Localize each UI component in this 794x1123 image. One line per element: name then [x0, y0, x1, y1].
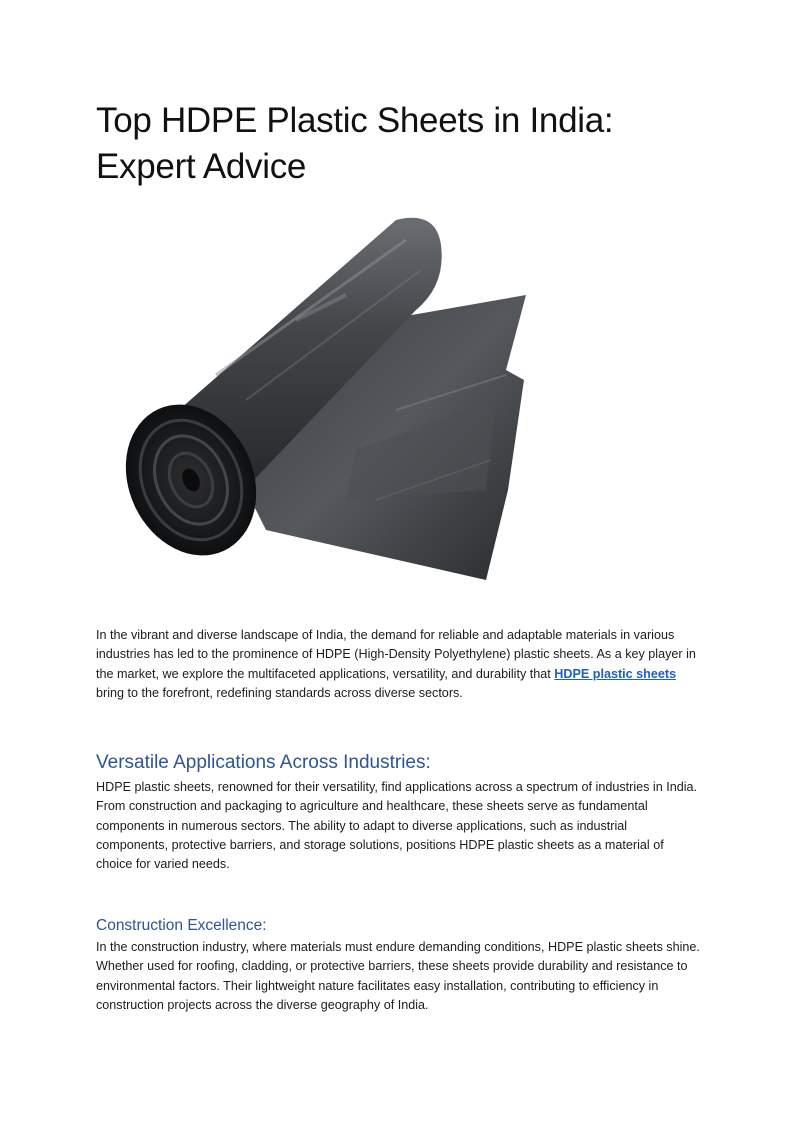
intro-text-after: bring to the forefront, redefining standards across diverse sectors. [96, 685, 463, 700]
section-heading-construction-excellence: Construction Excellence: [96, 917, 267, 934]
section-heading-versatile-applications: Versatile Applications Across Industries: [96, 752, 431, 773]
page-title: Top HDPE Plastic Sheets in India: Expert Advice [96, 101, 614, 186]
intro-text-before: In the vibrant and diverse landscape of India, the demand for reliable and adaptable materials in various industries has led to the prominence of HDPE (High-Density Polyethylene) plastic sheets. As a key player in the market, we explore the multifaceted applications, versatility, and durability that [96, 628, 696, 681]
hdpe-sheet-roll-image [96, 200, 616, 600]
section-paragraph-versatile-applications: HDPE plastic sheets, renowned for their versatility, find applications across a spectrum of industries in India. From construction and packaging to agriculture and healthcare, these sheets serve as fundamental components in numerous sectors. The ability to adapt to diverse applications, such as industrial components, protective barriers, and storage solutions, positions HDPE plastic sheets as a material of choice for varied needs. [96, 780, 698, 872]
section-paragraph-construction-excellence: In the construction industry, where materials must endure demanding conditions, HDPE plastic sheets shine. Whether used for roofing, cladding, or protective barriers, these sheets provide durability and resistance to environmental factors. Their lightweight nature facilitates easy installation, contributing to efficiency in construction projects across the diverse geography of India. [96, 940, 700, 1012]
intro-paragraph [96, 626, 700, 703]
hdpe-plastic-sheets-link[interactable]: HDPE plastic sheets [554, 666, 677, 681]
